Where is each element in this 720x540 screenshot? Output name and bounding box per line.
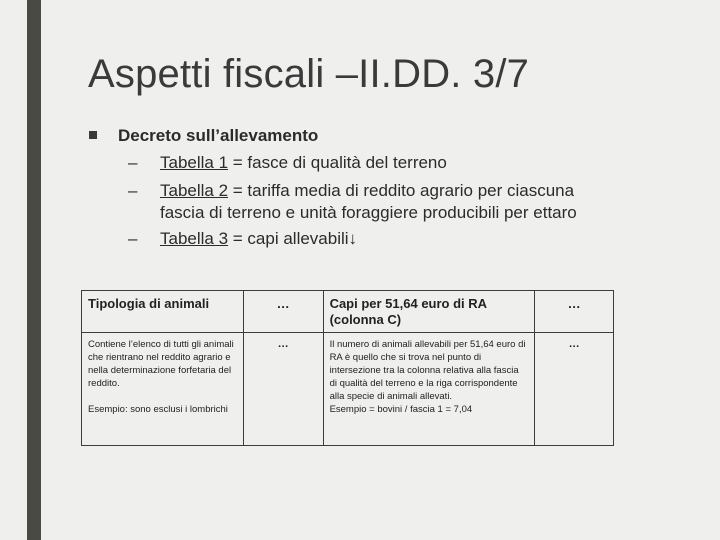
capi-table — [81, 290, 614, 446]
dash-marker: – — [128, 181, 138, 200]
cell-ellipsis-2: … — [535, 333, 614, 446]
cell-example: Esempio = bovini / fascia 1 = 7,04 — [329, 404, 473, 415]
bullet-decreto: Decreto sull’allevamento — [118, 126, 319, 145]
header-tipologia: Tipologia di animali — [82, 291, 244, 333]
cell-text: Contiene l’elenco di tutti gli animali che rientrano nel reddito agrario e nella determinazione forfetaria del reddito. — [88, 339, 234, 389]
subitem-text: = fasce di qualità del terreno — [228, 153, 447, 172]
dash-marker: – — [128, 153, 138, 172]
slide-title: Aspetti fiscali –II.DD. 3/7 — [88, 52, 530, 96]
table-header-row — [82, 291, 614, 333]
bullet-square-icon — [89, 131, 97, 139]
link-tabella-2[interactable]: Tabella 2 — [160, 181, 229, 200]
table-row — [82, 333, 614, 446]
subitem-text: = capi allevabili↓ — [228, 229, 358, 248]
subitem-tabella-3 — [128, 228, 620, 250]
cell-text: Il numero di animali allevabili per 51,64 euro di RA è quello che si trova nel punto di intersezione tra la colonna relativa alla fascia di qualità del terreno e la riga corrispondente alla specie di animali allevati. — [329, 339, 526, 402]
subitem-tabella-2 — [128, 180, 620, 224]
cell-ellipsis-1: … — [243, 333, 323, 446]
cell-capi-desc — [323, 333, 535, 446]
link-tabella-1[interactable]: Tabella 1 — [160, 153, 229, 172]
header-ellipsis-1: … — [243, 291, 323, 333]
header-capi: Capi per 51,64 euro di RA (colonna C) — [323, 291, 535, 333]
cell-tipologia-desc — [82, 333, 244, 446]
subitem-tabella-1 — [128, 152, 620, 174]
header-ellipsis-2: … — [535, 291, 614, 333]
dash-marker: – — [128, 229, 138, 248]
link-tabella-3[interactable]: Tabella 3 — [160, 229, 229, 248]
cell-example: Esempio: sono esclusi i lombrichi — [88, 404, 228, 415]
subitem-text: = tariffa media di reddito agrario per ciascuna fascia di terreno e unità foraggiere producibili per ettaro — [160, 181, 577, 222]
side-accent-bar — [27, 0, 41, 540]
